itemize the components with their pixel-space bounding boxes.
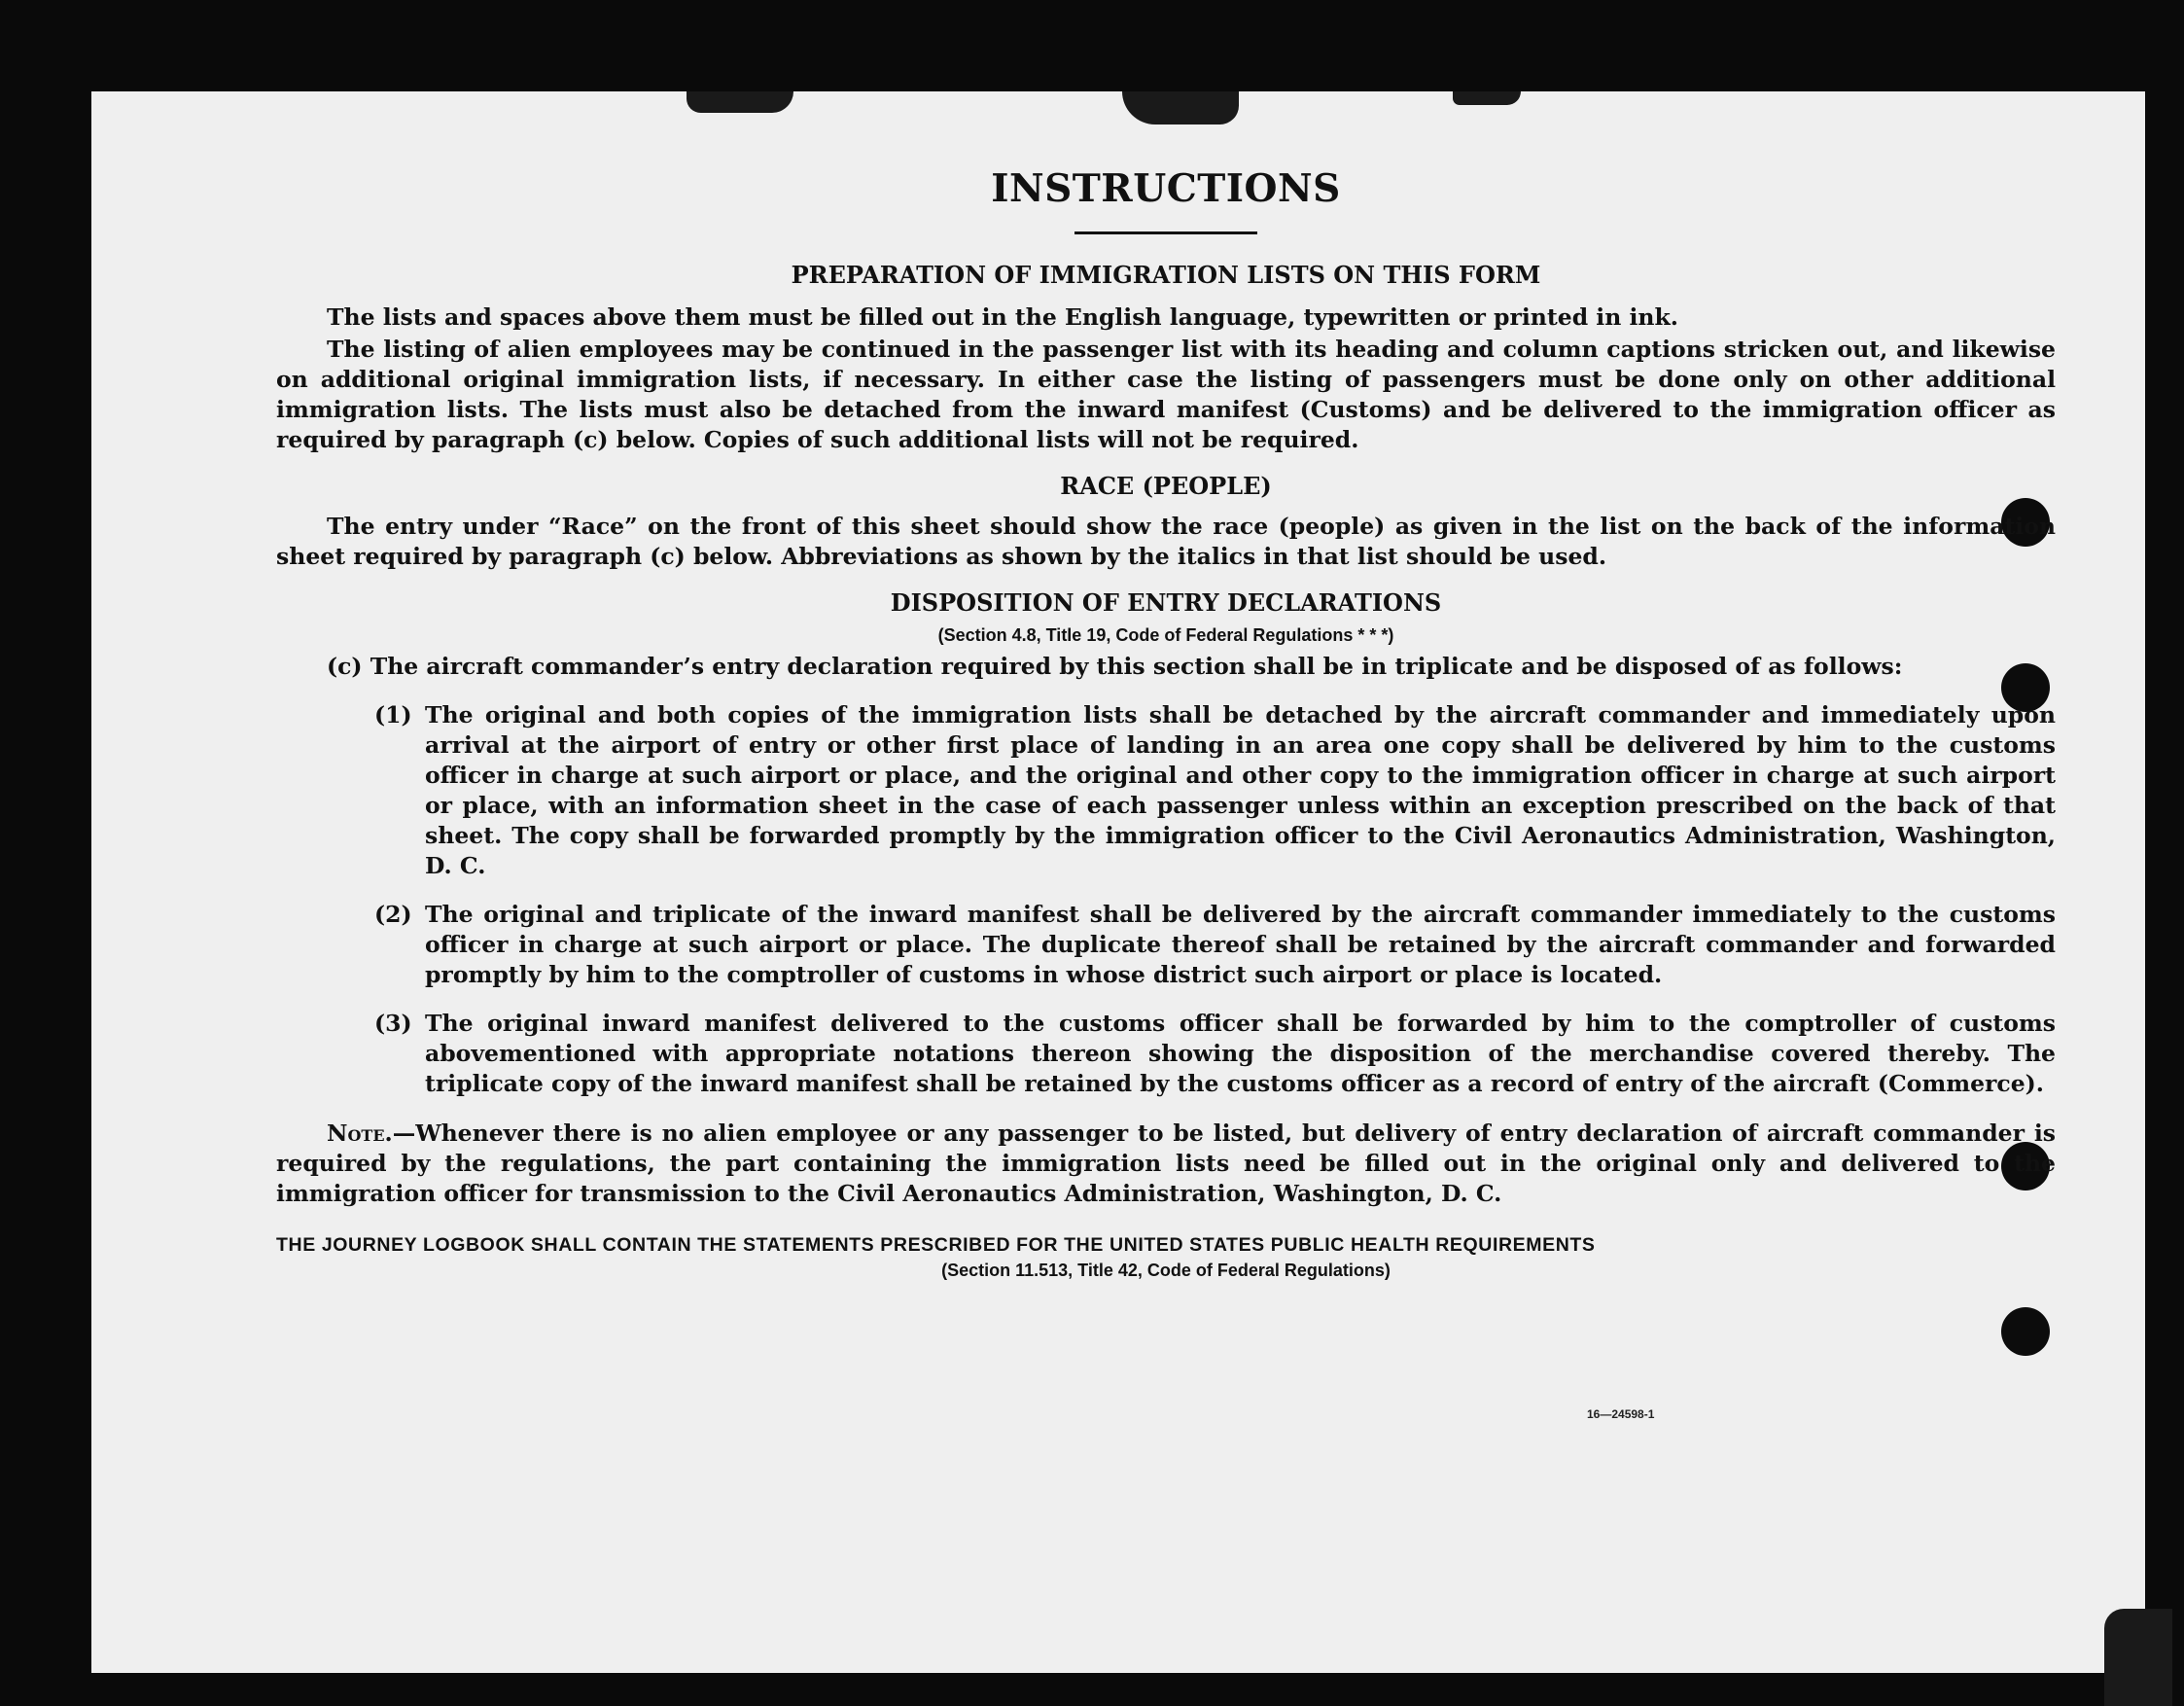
journey-logbook-statement: THE JOURNEY LOGBOOK SHALL CONTAIN THE STATEMENTS PRESCRIBED FOR THE UNITED STATES PUBLIC HEALTH REQUIREMENTS (276, 1234, 1596, 1256)
disposition-citation: (Section 4.8, Title 19, Code of Federal Regulations * * *) (937, 625, 1394, 645)
note-label: Note. (327, 1120, 393, 1147)
torn-edge-mark (1122, 91, 1239, 124)
punch-hole (2001, 1307, 2050, 1356)
note-paragraph (276, 1119, 2056, 1209)
preparation-paragraph-2: The listing of alien employees may be continued in the passenger list with its heading and column captions stricken out, and likewise on additional original immigration lists, if necessary. In either case the listing of passengers must be done only on other additional immigration lists. The lists must also be detached from the inward manifest (Customs) and be delivered to the immigration officer as required by paragraph (c) below. Copies of such additional lists will not be required. (276, 336, 2056, 453)
item-text: The original and triplicate of the inward manifest shall be delivered by the aircraft commander immediately to the customs officer in charge at such airport or place. The duplicate thereof shall be retained by the aircraft commander and forwarded promptly by him to the comptroller of customs in whose district such airport or place is located. (425, 901, 2056, 988)
title-underline (1074, 231, 1257, 234)
item-number: (3) (374, 1010, 412, 1037)
journey-citation: (Section 11.513, Title 42, Code of Federal Regulations) (941, 1261, 1391, 1280)
torn-edge-mark (687, 91, 793, 113)
note-text: —Whenever there is no alien employee or any passenger to be listed, but delivery of entry declaration of aircraft commander is required by the regulations, the part containing the immigration lists need be filled out in the original only and delivered to the immigration officer for transmission to the Civil Aeronautics Administration, Washington, D. C. (276, 1120, 2056, 1207)
page-title: INSTRUCTIONS (991, 166, 1341, 211)
item-number: (2) (374, 901, 412, 928)
preparation-heading: PREPARATION OF IMMIGRATION LISTS ON THIS FORM (791, 261, 1541, 289)
disposition-item (276, 1009, 2056, 1099)
disposition-intro: (c) The aircraft commander’s entry declaration required by this section shall be in triplicate and be disposed of as follows: (327, 653, 1903, 680)
form-number: 16—24598-1 (1587, 1407, 1655, 1421)
item-text: The original and both copies of the immigration lists shall be detached by the aircraft commander and immediately upon arrival at the airport of entry or other first place of landing in an area one copy shall be delivered by him to the customs officer in charge at such airport or place, and the original and other copy to the immigration officer in charge at such airport or place, with an information sheet in the case of each passenger unless within an exception prescribed on the back of that sheet. The copy shall be forwarded promptly by the immigration officer to the Civil Aeronautics Administration, Washington, D. C. (425, 701, 2056, 879)
race-heading: RACE (PEOPLE) (1060, 472, 1272, 500)
preparation-paragraph-1: The lists and spaces above them must be filled out in the English language, typewritten or printed in ink. (327, 303, 1678, 331)
race-paragraph: The entry under “Race” on the front of this sheet should show the race (people) as given in the list on the back of the information sheet required by paragraph (c) below. Abbreviations as shown by the italics in that list should be used. (276, 513, 2056, 570)
torn-corner (2104, 1609, 2172, 1706)
disposition-item (276, 900, 2056, 990)
disposition-heading: DISPOSITION OF ENTRY DECLARATIONS (890, 588, 1442, 617)
item-number: (1) (374, 701, 412, 729)
document-sheet (91, 91, 2145, 1673)
torn-edge-mark (1453, 91, 1521, 105)
disposition-item (276, 700, 2056, 881)
item-text: The original inward manifest delivered to the customs officer shall be forwarded by him to the comptroller of customs abovementioned with appropriate notations thereon showing the disposition of the merchandise covered thereby. The triplicate copy of the inward manifest shall be retained by the customs officer as a record of entry of the aircraft (Commerce). (425, 1010, 2056, 1097)
instructions-content (276, 165, 2056, 1283)
